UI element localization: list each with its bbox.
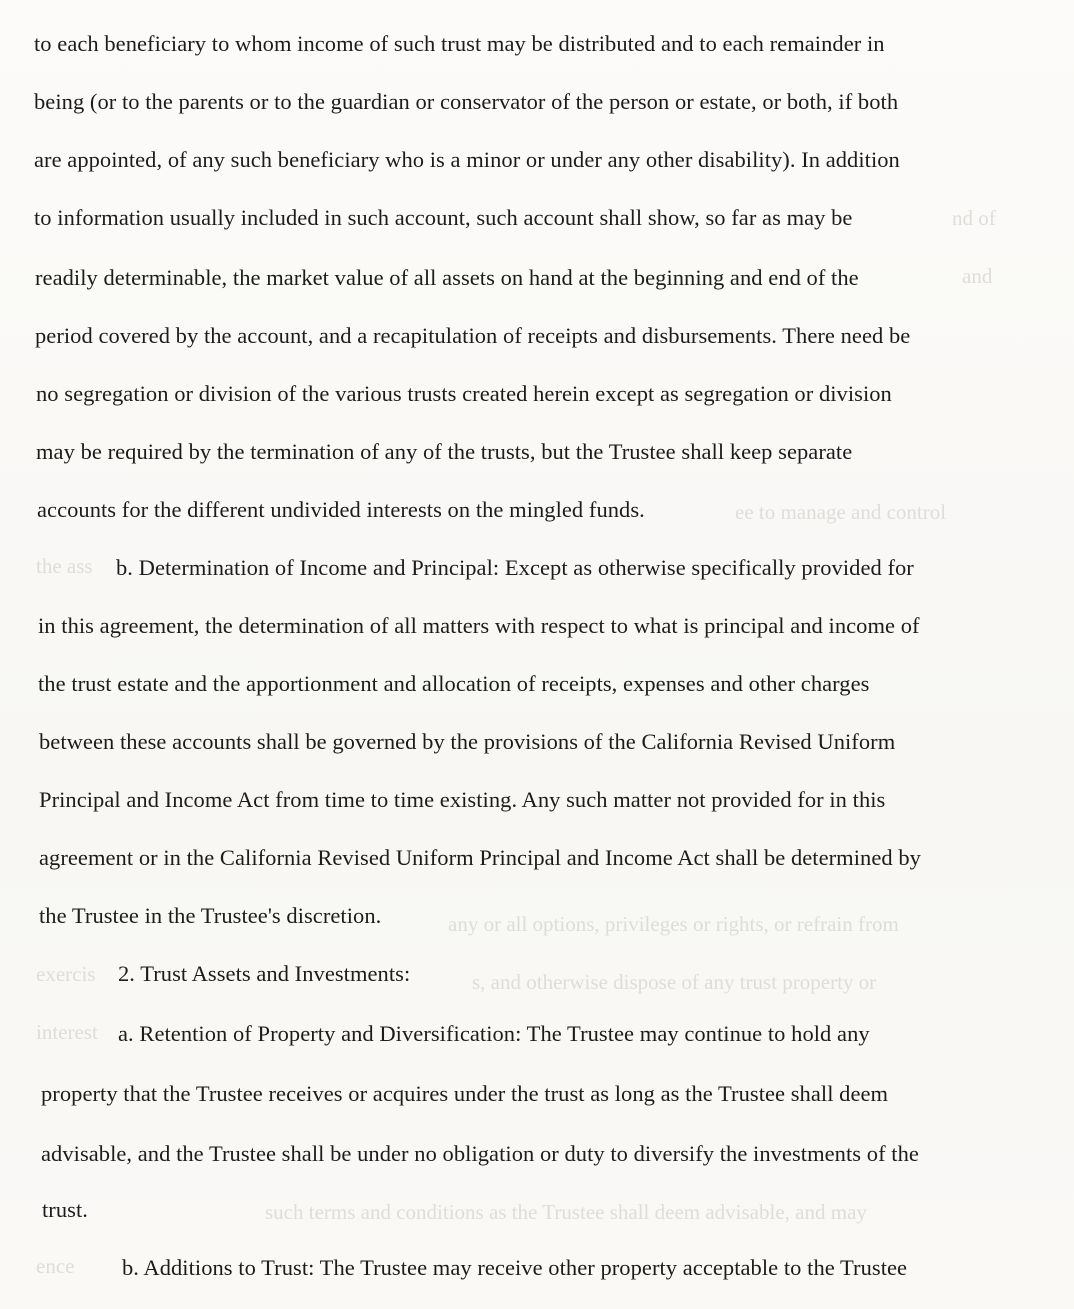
bleed-through-text: s, and otherwise dispose of any trust property or [472, 970, 877, 994]
text-line: in this agreement, the determination of all matters with respect to what is principal and income of [38, 613, 920, 638]
bleed-through-text: ence [36, 1254, 75, 1278]
bleed-through-text: the ass [36, 554, 93, 578]
text-line: are appointed, of any such beneficiary who is a minor or under any other disability). In addition [34, 147, 900, 172]
section-heading-retention: a. Retention of Property and Diversification: The Trustee may continue to hold any [118, 1021, 870, 1046]
text-line: to information usually included in such account, such account shall show, so far as may be [34, 205, 853, 230]
bleed-through-text: ee to manage and control [735, 500, 947, 524]
text-line: may be required by the termination of any of the trusts, but the Trustee shall keep separate [36, 439, 853, 464]
bleed-through-text: interest [36, 1020, 98, 1044]
section-heading-additions: b. Additions to Trust: The Trustee may receive other property acceptable to the Trustee [122, 1255, 908, 1280]
text-line: no segregation or division of the various trusts created herein except as segregation or division [36, 381, 892, 406]
text-line: property that the Trustee receives or acquires under the trust as long as the Trustee shall deem [41, 1081, 889, 1106]
text-line: accounts for the different undivided interests on the mingled funds. [37, 497, 645, 522]
text-line: readily determinable, the market value of all assets on hand at the beginning and end of the [35, 265, 859, 290]
text-line: advisable, and the Trustee shall be under no obligation or duty to diversify the investments of the [41, 1141, 919, 1166]
bleed-through-text: any or all options, privileges or rights, or refrain from [448, 912, 899, 936]
text-line: trust. [42, 1197, 88, 1222]
text-line: between these accounts shall be governed by the provisions of the California Revised Uniform [39, 729, 896, 754]
text-line: to each beneficiary to whom income of such trust may be distributed and to each remainder in [34, 31, 885, 56]
text-line: agreement or in the California Revised Uniform Principal and Income Act shall be determined by [39, 845, 921, 870]
text-line: period covered by the account, and a recapitulation of receipts and disbursements. There need be [35, 323, 911, 348]
section-heading-trust-assets: 2. Trust Assets and Investments: [118, 961, 411, 986]
section-heading-income-principal: b. Determination of Income and Principal: Except as otherwise specifically provided for [116, 555, 914, 580]
text-line: the Trustee in the Trustee's discretion. [39, 903, 382, 928]
text-line: the trust estate and the apportionment and allocation of receipts, expenses and other charges [38, 671, 870, 696]
bleed-through-text: exercis [36, 962, 96, 986]
bleed-through-text: such terms and conditions as the Trustee shall deem advisable, and may [265, 1200, 867, 1224]
bleed-through-text: and [962, 264, 993, 288]
text-line: Principal and Income Act from time to time existing. Any such matter not provided for in this [39, 787, 886, 812]
text-line: being (or to the parents or to the guardian or conservator of the person or estate, or both, if both [34, 89, 899, 114]
bleed-through-text: nd of [952, 206, 996, 230]
